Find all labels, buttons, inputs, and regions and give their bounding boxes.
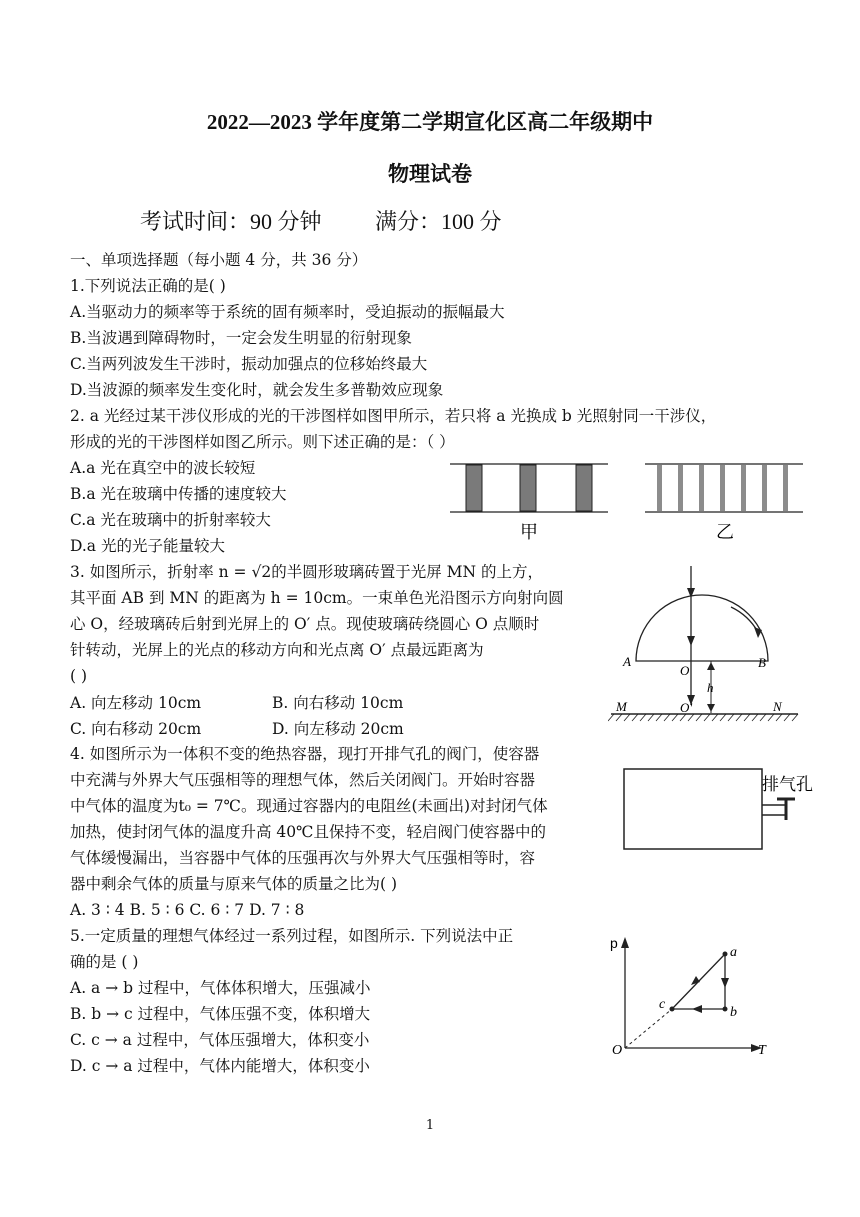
q3-stem-2: 其平面 AB 到 MN 的距离为 h = 10cm。一束单色光沿图示方向射向圆: [70, 589, 564, 607]
q4-options: A. 3 ∶ 4 B. 5 ∶ 6 C. 6 ∶ 7 D. 7 ∶ 8: [70, 901, 305, 919]
label-c: c: [659, 997, 666, 1012]
q3-stem-4: 针转动，光屏上的光点的移动方向和光点离 O′ 点最远距离为: [70, 641, 484, 659]
q1-option-b: B.当波遇到障碍物时，一定会发生明显的衍射现象: [70, 329, 412, 347]
vent-label: 排气孔: [762, 775, 813, 795]
label-o-prime: O': [680, 700, 693, 715]
exam-subtitle: 物理试卷: [388, 162, 472, 186]
q2-option-a: A.a 光在真空中的波长较短: [70, 459, 256, 477]
q5-option-b: B. b → c 过程中，气体压强不变，体积增大: [70, 1005, 371, 1023]
label-b: B: [758, 655, 766, 670]
q3-option-c: C. 向右移动 20cm: [70, 720, 202, 738]
q4-stem-1: 4. 如图所示为一体积不变的绝热容器，现打开排气孔的阀门，使容器: [70, 745, 540, 763]
q2-option-b: B.a 光在玻璃中传播的速度较大: [70, 485, 287, 503]
q5-option-c: C. c → a 过程中，气体压强增大，体积变小: [70, 1031, 370, 1049]
q4-stem-3: 中气体的温度为t₀ = 7℃。现通过容器内的电阻丝(未画出)对封闭气体: [70, 797, 548, 815]
label-p: p: [610, 935, 618, 951]
q1-option-c: C.当两列波发生干涉时，振动加强点的位移始终最大: [70, 355, 428, 373]
q4-stem-4: 加热，使封闭气体的温度升高 40℃且保持不变，轻启阀门使容器中的: [70, 823, 546, 841]
q3-stem-3: 心 O，经玻璃砖后射到光屏上的 O′ 点。现使玻璃砖绕圆心 O 点顺时: [70, 615, 540, 633]
q5-stem-1: 5.一定质量的理想气体经过一系列过程，如图所示. 下列说法中正: [70, 927, 514, 945]
q2-option-c: C.a 光在玻璃中的折射率较大: [70, 511, 271, 529]
q3-option-d: D. 向左移动 20cm: [272, 720, 404, 738]
label-o: O: [680, 663, 690, 678]
full-score: 满分：100 分: [375, 209, 502, 234]
q5-stem-2: 确的是 ( ): [70, 953, 139, 971]
q3-option-a: A. 向左移动 10cm: [70, 694, 202, 712]
q5-pt-graph: [606, 932, 776, 1060]
q3-semicircle-figure: [608, 560, 808, 725]
q2-interference-figure: [448, 456, 808, 546]
q4-stem-5: 气体缓慢漏出，当容器中气体的压强再次与外界大气压强相等时，容: [70, 849, 536, 867]
q3-stem-1: 3. 如图所示，折射率 n = √2的半圆形玻璃砖置于光屏 MN 的上方，: [70, 563, 543, 581]
insulated-container: [624, 769, 762, 849]
q2-option-d: D.a 光的光子能量较大: [70, 537, 225, 555]
fig-label-yi: 乙: [716, 522, 734, 543]
q2-stem-2: 形成的光的干涉图样如图乙所示。则下述正确的是：（ ）: [70, 433, 455, 451]
label-origin: O: [612, 1043, 623, 1058]
fringe-a2: [520, 465, 536, 511]
label-h: h: [707, 680, 714, 695]
semicircle-glass: [636, 595, 768, 661]
fringe-a1: [466, 465, 482, 511]
label-b: b: [730, 1005, 737, 1020]
exam-time: 考试时间：90 分钟: [140, 209, 322, 234]
page-number: 1: [425, 1118, 435, 1133]
dashed-extension: [625, 1009, 672, 1048]
q1-option-d: D.当波源的频率发生变化时，就会发生多普勒效应现象: [70, 381, 444, 399]
label-m: M: [616, 699, 627, 714]
q1-stem: 1.下列说法正确的是( ): [70, 277, 226, 295]
q5-option-a: A. a → b 过程中，气体体积增大，压强减小: [70, 979, 371, 997]
label-n: N: [773, 699, 782, 714]
label-a: A: [623, 654, 631, 669]
fringe-a3: [576, 465, 592, 511]
section-heading: 一、单项选择题（每小题 4 分，共 36 分）: [70, 251, 368, 269]
label-a: a: [730, 945, 737, 960]
q3-option-b: B. 向右移动 10cm: [272, 694, 404, 712]
q4-container-figure: [620, 764, 830, 854]
exam-info: [140, 205, 740, 236]
q4-stem-2: 中充满与外界大气压强相等的理想气体，然后关闭阀门。开始时容器: [70, 771, 536, 789]
label-t: T: [758, 1043, 766, 1058]
q5-option-d: D. c → a 过程中，气体内能增大，体积变小: [70, 1057, 370, 1075]
fig-label-jia: 甲: [520, 522, 538, 543]
q3-stem-5: ( ): [70, 667, 88, 685]
fringe-b-group: [657, 465, 788, 511]
q1-option-a: A.当驱动力的频率等于系统的固有频率时，受迫振动的振幅最大: [70, 303, 505, 321]
q2-stem-1: 2. a 光经过某干涉仪形成的光的干涉图样如图甲所示，若只将 a 光换成 b 光照射同一干涉仪，: [70, 407, 717, 425]
exam-title: 2022—2023 学年度第二学期宣化区高二年级期中: [206, 110, 654, 134]
q4-stem-6: 器中剩余气体的质量与原来气体的质量之比为( ): [70, 875, 398, 893]
